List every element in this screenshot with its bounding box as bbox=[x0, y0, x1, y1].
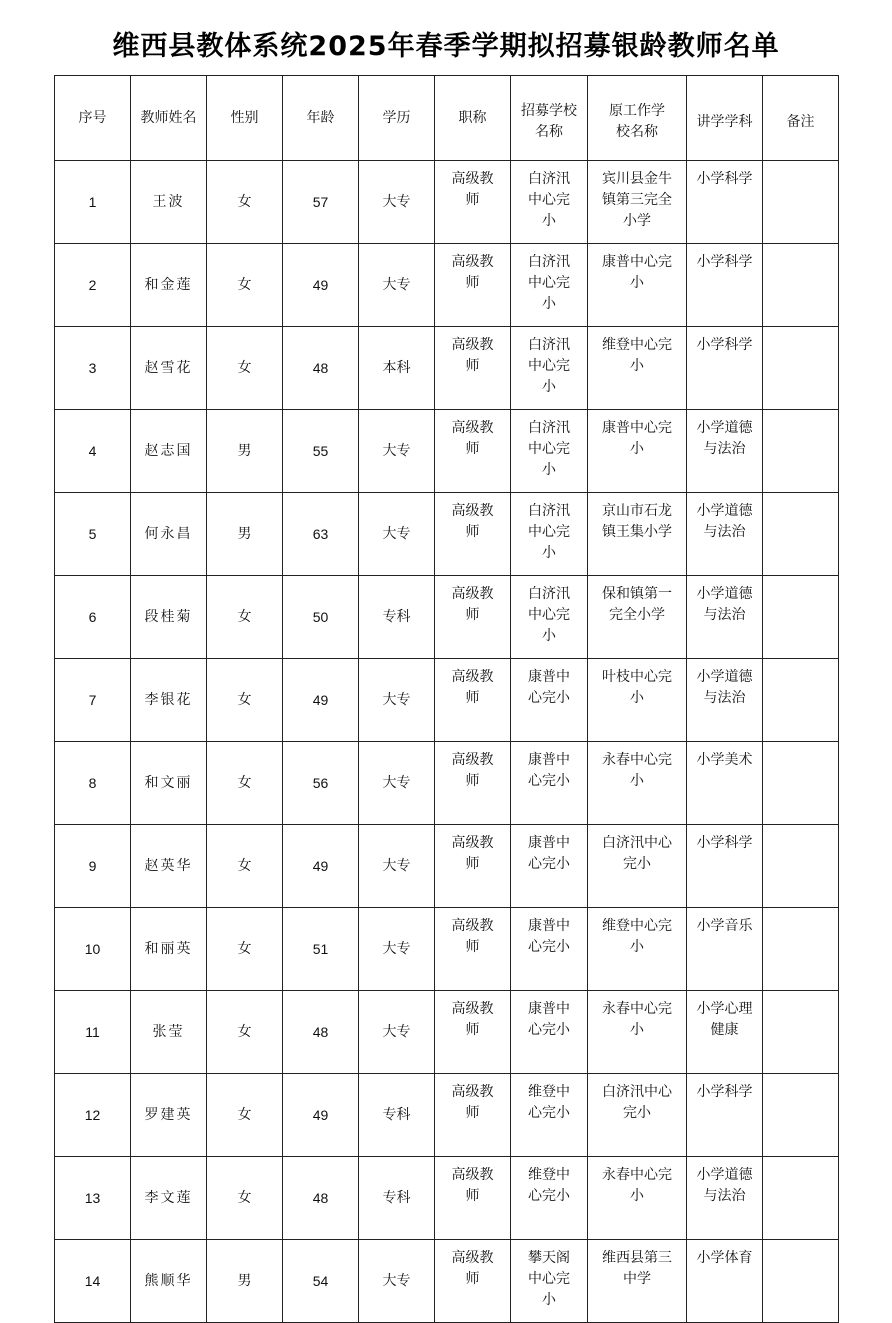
cell-gender: 女 bbox=[207, 1157, 283, 1240]
cell-subject: 小学道德与法治 bbox=[687, 410, 763, 493]
cell-remark bbox=[763, 1074, 839, 1157]
cell-recruit-school: 康普中心完小 bbox=[511, 742, 588, 825]
cell-education: 大专 bbox=[359, 1240, 435, 1323]
cell-name: 张莹 bbox=[131, 991, 207, 1074]
table-row bbox=[55, 327, 839, 410]
cell-education: 专科 bbox=[359, 1074, 435, 1157]
header-original-school: 原工作学校名称 bbox=[588, 76, 687, 161]
cell-seq: 1 bbox=[55, 161, 131, 244]
cell-title: 高级教师 bbox=[435, 161, 511, 244]
cell-age: 55 bbox=[283, 410, 359, 493]
cell-name: 赵英华 bbox=[131, 825, 207, 908]
header-age: 年龄 bbox=[283, 76, 359, 161]
header-title: 职称 bbox=[435, 76, 511, 161]
cell-title: 高级教师 bbox=[435, 493, 511, 576]
header-gender: 性别 bbox=[207, 76, 283, 161]
cell-age: 57 bbox=[283, 161, 359, 244]
cell-recruit-school: 康普中心完小 bbox=[511, 908, 588, 991]
cell-seq: 8 bbox=[55, 742, 131, 825]
cell-recruit-school: 康普中心完小 bbox=[511, 825, 588, 908]
cell-age: 49 bbox=[283, 825, 359, 908]
cell-remark bbox=[763, 825, 839, 908]
header-recruit-school: 招募学校名称 bbox=[511, 76, 588, 161]
cell-recruit-school: 白济汛中心完小 bbox=[511, 327, 588, 410]
cell-subject: 小学科学 bbox=[687, 161, 763, 244]
cell-age: 48 bbox=[283, 1157, 359, 1240]
table-row bbox=[55, 825, 839, 908]
cell-education: 专科 bbox=[359, 1157, 435, 1240]
cell-recruit-school: 维登中心完小 bbox=[511, 1157, 588, 1240]
cell-seq: 12 bbox=[55, 1074, 131, 1157]
cell-gender: 女 bbox=[207, 576, 283, 659]
cell-age: 54 bbox=[283, 1240, 359, 1323]
cell-gender: 女 bbox=[207, 991, 283, 1074]
cell-name: 赵雪花 bbox=[131, 327, 207, 410]
cell-gender: 女 bbox=[207, 1074, 283, 1157]
cell-education: 大专 bbox=[359, 908, 435, 991]
cell-subject: 小学科学 bbox=[687, 1074, 763, 1157]
cell-title: 高级教师 bbox=[435, 1157, 511, 1240]
table-row bbox=[55, 410, 839, 493]
cell-subject: 小学科学 bbox=[687, 244, 763, 327]
cell-gender: 男 bbox=[207, 493, 283, 576]
table-row bbox=[55, 244, 839, 327]
cell-age: 56 bbox=[283, 742, 359, 825]
cell-age: 48 bbox=[283, 327, 359, 410]
table-row bbox=[55, 742, 839, 825]
table-row bbox=[55, 1240, 839, 1323]
cell-recruit-school: 康普中心完小 bbox=[511, 991, 588, 1074]
cell-remark bbox=[763, 1157, 839, 1240]
cell-gender: 男 bbox=[207, 410, 283, 493]
cell-title: 高级教师 bbox=[435, 327, 511, 410]
header-name: 教师姓名 bbox=[131, 76, 207, 161]
cell-gender: 女 bbox=[207, 659, 283, 742]
cell-gender: 女 bbox=[207, 244, 283, 327]
cell-name: 段桂菊 bbox=[131, 576, 207, 659]
cell-original-school: 京山市石龙镇王集小学 bbox=[588, 493, 687, 576]
cell-age: 48 bbox=[283, 991, 359, 1074]
cell-seq: 10 bbox=[55, 908, 131, 991]
cell-recruit-school: 白济汛中心完小 bbox=[511, 576, 588, 659]
cell-name: 何永昌 bbox=[131, 493, 207, 576]
cell-recruit-school: 攀天阁中心完小 bbox=[511, 1240, 588, 1323]
cell-subject: 小学体育 bbox=[687, 1240, 763, 1323]
cell-education: 大专 bbox=[359, 244, 435, 327]
cell-original-school: 维登中心完小 bbox=[588, 327, 687, 410]
table-row bbox=[55, 576, 839, 659]
cell-original-school: 永春中心完小 bbox=[588, 1157, 687, 1240]
cell-title: 高级教师 bbox=[435, 659, 511, 742]
header-remark: 备注 bbox=[763, 76, 839, 161]
cell-age: 49 bbox=[283, 659, 359, 742]
teacher-roster-table bbox=[54, 75, 839, 1323]
cell-original-school: 永春中心完小 bbox=[588, 742, 687, 825]
header-seq: 序号 bbox=[55, 76, 131, 161]
cell-gender: 男 bbox=[207, 1240, 283, 1323]
cell-name: 熊顺华 bbox=[131, 1240, 207, 1323]
cell-recruit-school: 维登中心完小 bbox=[511, 1074, 588, 1157]
cell-seq: 6 bbox=[55, 576, 131, 659]
cell-title: 高级教师 bbox=[435, 1240, 511, 1323]
cell-age: 51 bbox=[283, 908, 359, 991]
cell-title: 高级教师 bbox=[435, 742, 511, 825]
cell-recruit-school: 白济汛中心完小 bbox=[511, 161, 588, 244]
cell-remark bbox=[763, 742, 839, 825]
table-body bbox=[55, 161, 839, 1323]
cell-name: 李文莲 bbox=[131, 1157, 207, 1240]
cell-name: 和文丽 bbox=[131, 742, 207, 825]
cell-remark bbox=[763, 327, 839, 410]
cell-education: 大专 bbox=[359, 742, 435, 825]
table-row bbox=[55, 991, 839, 1074]
cell-original-school: 宾川县金牛镇第三完全小学 bbox=[588, 161, 687, 244]
header-subject: 讲学学科 bbox=[687, 76, 763, 161]
cell-subject: 小学科学 bbox=[687, 825, 763, 908]
cell-gender: 女 bbox=[207, 825, 283, 908]
cell-gender: 女 bbox=[207, 908, 283, 991]
cell-name: 和丽英 bbox=[131, 908, 207, 991]
cell-subject: 小学心理健康 bbox=[687, 991, 763, 1074]
cell-gender: 女 bbox=[207, 742, 283, 825]
cell-seq: 5 bbox=[55, 493, 131, 576]
cell-subject: 小学美术 bbox=[687, 742, 763, 825]
cell-education: 大专 bbox=[359, 825, 435, 908]
cell-recruit-school: 康普中心完小 bbox=[511, 659, 588, 742]
table-row bbox=[55, 1157, 839, 1240]
cell-seq: 2 bbox=[55, 244, 131, 327]
table-row bbox=[55, 1074, 839, 1157]
cell-title: 高级教师 bbox=[435, 1074, 511, 1157]
cell-title: 高级教师 bbox=[435, 825, 511, 908]
cell-recruit-school: 白济汛中心完小 bbox=[511, 493, 588, 576]
cell-original-school: 康普中心完小 bbox=[588, 244, 687, 327]
cell-age: 50 bbox=[283, 576, 359, 659]
cell-original-school: 康普中心完小 bbox=[588, 410, 687, 493]
cell-original-school: 叶枝中心完小 bbox=[588, 659, 687, 742]
cell-name: 李银花 bbox=[131, 659, 207, 742]
table-row bbox=[55, 161, 839, 244]
cell-seq: 14 bbox=[55, 1240, 131, 1323]
cell-title: 高级教师 bbox=[435, 410, 511, 493]
cell-title: 高级教师 bbox=[435, 576, 511, 659]
cell-name: 和金莲 bbox=[131, 244, 207, 327]
table-header bbox=[55, 76, 839, 161]
cell-name: 罗建英 bbox=[131, 1074, 207, 1157]
cell-remark bbox=[763, 410, 839, 493]
cell-original-school: 永春中心完小 bbox=[588, 991, 687, 1074]
cell-remark bbox=[763, 161, 839, 244]
cell-seq: 4 bbox=[55, 410, 131, 493]
cell-gender: 女 bbox=[207, 161, 283, 244]
cell-education: 大专 bbox=[359, 493, 435, 576]
cell-subject: 小学道德与法治 bbox=[687, 493, 763, 576]
cell-subject: 小学道德与法治 bbox=[687, 1157, 763, 1240]
cell-remark bbox=[763, 1240, 839, 1323]
cell-seq: 3 bbox=[55, 327, 131, 410]
cell-title: 高级教师 bbox=[435, 908, 511, 991]
cell-education: 专科 bbox=[359, 576, 435, 659]
table-row bbox=[55, 659, 839, 742]
cell-remark bbox=[763, 244, 839, 327]
cell-education: 本科 bbox=[359, 327, 435, 410]
cell-gender: 女 bbox=[207, 327, 283, 410]
document-title: 维西县教体系统2025年春季学期拟招募银龄教师名单 bbox=[112, 31, 780, 62]
cell-subject: 小学道德与法治 bbox=[687, 659, 763, 742]
cell-education: 大专 bbox=[359, 410, 435, 493]
cell-recruit-school: 白济汛中心完小 bbox=[511, 410, 588, 493]
cell-original-school: 白济汛中心完小 bbox=[588, 825, 687, 908]
cell-original-school: 维西县第三中学 bbox=[588, 1240, 687, 1323]
cell-recruit-school: 白济汛中心完小 bbox=[511, 244, 588, 327]
cell-education: 大专 bbox=[359, 991, 435, 1074]
cell-age: 49 bbox=[283, 1074, 359, 1157]
cell-subject: 小学道德与法治 bbox=[687, 576, 763, 659]
cell-remark bbox=[763, 908, 839, 991]
cell-remark bbox=[763, 576, 839, 659]
cell-original-school: 白济汛中心完小 bbox=[588, 1074, 687, 1157]
cell-original-school: 保和镇第一完全小学 bbox=[588, 576, 687, 659]
cell-subject: 小学科学 bbox=[687, 327, 763, 410]
cell-title: 高级教师 bbox=[435, 991, 511, 1074]
cell-education: 大专 bbox=[359, 659, 435, 742]
cell-seq: 9 bbox=[55, 825, 131, 908]
cell-remark bbox=[763, 659, 839, 742]
cell-name: 王波 bbox=[131, 161, 207, 244]
header-education: 学历 bbox=[359, 76, 435, 161]
cell-remark bbox=[763, 493, 839, 576]
cell-name: 赵志国 bbox=[131, 410, 207, 493]
cell-original-school: 维登中心完小 bbox=[588, 908, 687, 991]
cell-age: 63 bbox=[283, 493, 359, 576]
cell-seq: 13 bbox=[55, 1157, 131, 1240]
cell-education: 大专 bbox=[359, 161, 435, 244]
cell-title: 高级教师 bbox=[435, 244, 511, 327]
cell-subject: 小学音乐 bbox=[687, 908, 763, 991]
table-row bbox=[55, 908, 839, 991]
cell-seq: 11 bbox=[55, 991, 131, 1074]
cell-age: 49 bbox=[283, 244, 359, 327]
cell-remark bbox=[763, 991, 839, 1074]
header-row bbox=[55, 76, 839, 161]
table-row bbox=[55, 493, 839, 576]
cell-seq: 7 bbox=[55, 659, 131, 742]
